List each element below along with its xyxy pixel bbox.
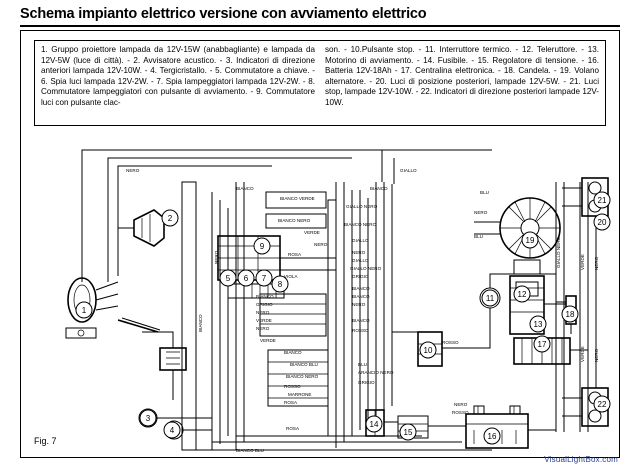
wire-label: ROSSO bbox=[284, 384, 301, 389]
legend-column-left: 1. Gruppo proiettore lampada da 12V-15W (anabbagliante) e lampada da 12V-5W (luce di città). - 2. Avvisatore acustico. - 3. Indicatori di direzione anteriori lampada 12V-10W. - 4. Tergicristallo. - 5. Commutatore a chiave. - 6. Spia luci lampada 12V-2W. - 7. Spia lampeggiatori lampada 12V-2W. - 8. Commutatore lampeggiatori con pulsante di avviamento. - 9. Commutatore luci con pulsante clac- bbox=[41, 45, 315, 107]
component-callout-label: 8 bbox=[277, 280, 283, 290]
component-callout-label: 9 bbox=[259, 242, 265, 252]
legend-column-right: son. - 10.Pulsante stop. - 11. Interruttore termico. - 12. Teleruttore. - 13. Motorino di avviamento. - 14. Fusibile. - 15. Regolatore di tensione. - 16. Batteria 12V-18Ah - 17. Centralina elettronica. - 18. Candela. - 19. Volano alternatore. - 20. Luci di posizione posteriori, lampade 12V-5W. - 21. Luci stop, lampade 12V-10W. - 22. Indicatori di direzione posteriori lampade 12V-10W. bbox=[325, 45, 599, 107]
wire-label: GIALLO NERO bbox=[350, 266, 382, 271]
component-callout-label: 20 bbox=[597, 218, 607, 228]
component-callout-label: 3 bbox=[145, 414, 151, 424]
component-callout-label: 18 bbox=[565, 310, 575, 320]
wire-label: VERDE bbox=[256, 318, 272, 323]
component-callout-label: 10 bbox=[423, 346, 433, 356]
wire-label: BIANCO bbox=[370, 186, 388, 191]
wire-label: NERO bbox=[474, 210, 488, 215]
wiring-diagram bbox=[22, 32, 618, 456]
wire-label: BIANCO VERDE bbox=[280, 196, 315, 201]
wire-label: VERDE bbox=[580, 346, 585, 362]
wire-label: ROSA bbox=[288, 252, 302, 257]
component-callout-label: 12 bbox=[517, 290, 527, 300]
wire-label: ROSSO bbox=[442, 340, 459, 345]
wire-label: NERO bbox=[352, 250, 366, 255]
page-title: Schema impianto elettrico versione con avviamento elettrico bbox=[20, 6, 427, 22]
component-callout-label: 19 bbox=[525, 236, 535, 246]
wire-label: VERDE bbox=[580, 254, 585, 270]
wire-label: ROSSO bbox=[352, 328, 369, 333]
component-callout-label: 6 bbox=[243, 274, 249, 284]
component-callout-label: 4 bbox=[169, 426, 175, 436]
wire-label: ROSA bbox=[286, 426, 300, 431]
wire-label: BIANCO bbox=[236, 186, 254, 191]
wire-label: BIANCO bbox=[256, 294, 274, 299]
wire-label: GIALLO NERO bbox=[346, 204, 378, 209]
wire-label: BLU bbox=[480, 190, 489, 195]
wire-label: VERDE bbox=[304, 230, 320, 235]
wire-label: NERO bbox=[454, 402, 468, 407]
wire-label: BIANCO NERO bbox=[344, 222, 377, 227]
wire-label: BIANCO bbox=[284, 350, 302, 355]
component-callout-label: 16 bbox=[487, 432, 497, 442]
wire-label: GRIGIO bbox=[352, 274, 369, 279]
component-callout-label: 14 bbox=[369, 420, 379, 430]
wire-label: NERO bbox=[256, 326, 270, 331]
component-callout-label: 21 bbox=[597, 196, 607, 206]
wire-label: NERO bbox=[214, 250, 219, 264]
wire-label: BIANCO bbox=[352, 318, 370, 323]
wire-label: ARANCIO NERO bbox=[358, 370, 394, 375]
component-callout-label: 5 bbox=[225, 274, 231, 284]
wire-label: GIALLO bbox=[352, 258, 369, 263]
wire-label: NERO bbox=[594, 348, 599, 362]
wire-label: BIANCO BLU bbox=[236, 448, 264, 453]
wire-label: ROSA bbox=[284, 400, 298, 405]
wire-label: NERO bbox=[352, 302, 366, 307]
component-callout-label: 15 bbox=[403, 428, 413, 438]
component-callout-label: 13 bbox=[533, 320, 543, 330]
watermark: VisualLightBox.com bbox=[544, 455, 618, 464]
wire-label: BIANCO NERO bbox=[278, 218, 311, 223]
wire-label: GIALLO NERO bbox=[556, 236, 561, 268]
wire-label: NERO bbox=[314, 242, 328, 247]
title-divider bbox=[20, 25, 620, 27]
component-callout-label: 11 bbox=[485, 294, 495, 304]
component-callout-label: 1 bbox=[81, 306, 87, 316]
wire-label: BIANCO bbox=[352, 286, 370, 291]
wire-label: BLU bbox=[474, 234, 483, 239]
wire-label: NERO bbox=[594, 256, 599, 270]
component-callout-label: 17 bbox=[537, 340, 547, 350]
wire-label: BIANCO NERO bbox=[286, 374, 319, 379]
component-callout-label: 2 bbox=[167, 214, 173, 224]
wire-label: NERO bbox=[126, 168, 140, 173]
wire-label: VERDE bbox=[260, 338, 276, 343]
wire-label: GIALLO bbox=[352, 238, 369, 243]
wire-label: GRIGIO bbox=[358, 380, 375, 385]
wire-label: MARRONE bbox=[288, 392, 312, 397]
component-callout-label: 22 bbox=[597, 400, 607, 410]
wire-label: BIANCO bbox=[198, 314, 203, 332]
wire-label: GIALLO bbox=[400, 168, 417, 173]
wire-label: BLU bbox=[358, 362, 367, 367]
wire-label: BIANCO BLU bbox=[290, 362, 318, 367]
wire-label: GRIGIO bbox=[256, 302, 273, 307]
wire-label: BIANCO bbox=[352, 294, 370, 299]
figure-label: Fig. 7 bbox=[34, 436, 57, 446]
component-callout-label: 7 bbox=[261, 274, 267, 284]
wire-label: ROSSO bbox=[452, 410, 469, 415]
wire-label: VIOLA bbox=[284, 274, 298, 279]
wire-label: NERO bbox=[256, 310, 270, 315]
